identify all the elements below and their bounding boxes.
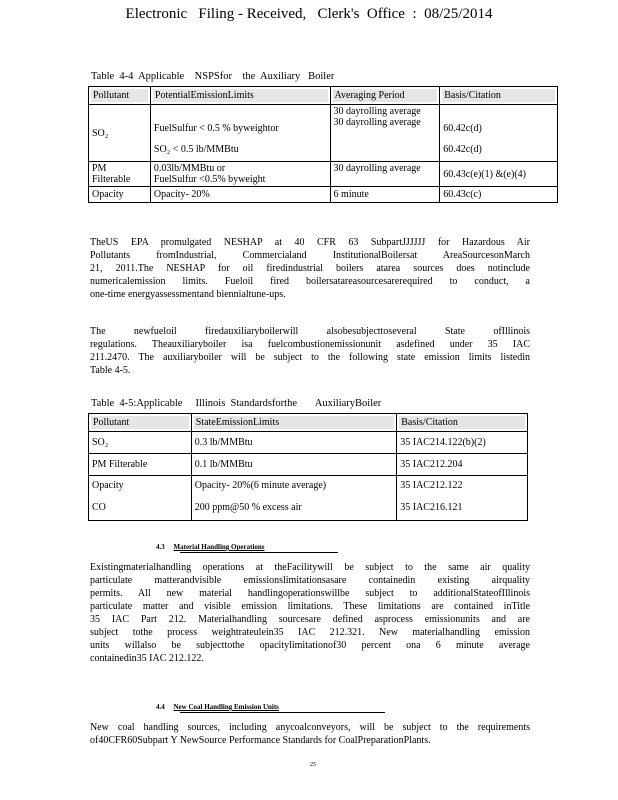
column-header: Pollutant — [91, 89, 148, 102]
basis-cell: 35 IAC216.121 — [400, 502, 463, 513]
text-line: permits. All new material handlingoperationswillbe subject to additionalStateofIllinois — [90, 588, 530, 599]
text-line: New coal handling sources, including anycoalconveyors, will be subject to the requirements — [90, 722, 530, 733]
text-line: Existingmaterialhandling operations at theFacilitywill be subject to the same air quality — [90, 562, 530, 573]
column-header: Pollutant — [91, 416, 189, 429]
text-line: 211.2470. The auxiliaryboiler will be subject to the following state emission limits listedin — [90, 352, 530, 363]
pollutant-cell: CO — [92, 502, 106, 513]
limit-cell: 0.3 lb/MMBtu — [191, 432, 397, 454]
section-title: New Coal Handling Emission Units — [173, 703, 279, 711]
period-cell: 30 dayrolling average — [333, 117, 421, 128]
table-header-row — [89, 414, 528, 432]
table-4-5 — [88, 413, 528, 521]
section-number: 4.3 — [156, 543, 165, 551]
column-header: Basis/Citation — [399, 416, 525, 429]
text-line: subject tothe process weightrateulein35 IAC 212.321. New materialhandling emission — [90, 627, 530, 638]
column-header: Basis/Citation — [442, 89, 555, 102]
limit-cell: FuelSulfur < 0.5 % byweightor — [153, 123, 279, 134]
section-4-3-heading — [156, 543, 265, 551]
section-4-4-heading — [156, 703, 279, 711]
limit-cell: 0.1 lb/MMBtu — [191, 454, 397, 476]
limit-cell: Opacity- 20% — [153, 189, 210, 200]
pollutant-cell: SO₂ — [89, 432, 192, 454]
text-line: numericalemission limits. Fueloil fired boilersatareasourcesarerequired to conduct, a — [90, 276, 530, 287]
basis-cell: 35 IAC212.122 — [400, 480, 463, 491]
text-line: containedin35 IAC 212.122. — [90, 653, 204, 664]
text-line: one-time energyassessmentand biennialtune-ups. — [90, 289, 286, 300]
text-line: units willalso be subjecttothe opacitylimitationof30 percent ona 6 minute average — [90, 640, 530, 651]
limit-cell: FuelSulfur <0.5% byweight — [153, 174, 266, 185]
text-line: Pollutants fromIndustrial, Commercialand InstitutionalBoilersat AreaSourcesonMarch — [90, 250, 530, 261]
column-header: Averaging Period — [333, 89, 438, 102]
coal-handling-paragraph — [90, 721, 530, 747]
table-row — [89, 454, 528, 476]
pollutant-cell: Opacity — [92, 480, 124, 491]
table-4-5-caption: Table 4-5:Applicable Illinois Standardsforthe AuxiliaryBoiler — [91, 398, 382, 409]
heading-underline — [180, 552, 338, 553]
limit-cell: 0.03lb/MMBtu or — [153, 163, 226, 174]
text-line: Table 4-5. — [90, 365, 131, 376]
text-line: 35 IAC Part 212. Materialhandling sourcesare defined asprocess emissionunits and are — [90, 614, 530, 625]
neshap-paragraph — [90, 236, 530, 301]
table-4-4 — [88, 86, 558, 203]
pollutant-cell: SO₂ — [92, 127, 109, 139]
text-line: The newfueloil firedauxiliaryboilerwill alsobesubjecttoseveral State ofIllinois — [90, 326, 530, 337]
text-line: regulations. Theauxiliaryboiler isa fuelcombustionemissionunit asdefined under 35 IAC — [90, 339, 530, 350]
column-header: PotentialEmissionLimits — [153, 89, 328, 102]
pollutant-cell: PM — [92, 163, 107, 174]
period-cell: 6 minute — [333, 189, 369, 200]
table-row — [89, 476, 528, 521]
basis-cell: 60.42c(d) — [443, 123, 482, 134]
pollutant-cell: PM Filterable — [89, 454, 192, 476]
period-cell: 30 dayrolling average — [333, 163, 421, 174]
table-row — [89, 187, 558, 203]
basis-cell: 60.43c(e)(1) &(e)(4) — [443, 168, 526, 180]
pollutant-cell: Filterable — [92, 174, 131, 185]
table-header-row — [89, 87, 558, 105]
page-number: 25 — [310, 762, 316, 768]
filing-header: Electronic Filing - Received, Clerk's Office : 08/25/2014 — [125, 6, 493, 22]
section-title: Material Handling Operations — [173, 543, 265, 551]
section-number: 4.4 — [156, 703, 165, 711]
text-line: of40CFR60Subpart Y NewSource Performance Standards for CoalPreparationPlants. — [90, 735, 431, 746]
limit-cell: SO₂ < 0.5 lb/MMBtu — [153, 144, 239, 155]
text-line: 21, 2011.The NESHAP for oil firedindustrial boilers atarea sources does notinclude — [90, 263, 530, 274]
limit-cell: 200 ppm@50 % excess air — [194, 502, 302, 513]
table-row — [89, 432, 528, 454]
text-line: particulate matterandvisible emissionslimitationsasare containedin existing airquality — [90, 575, 530, 586]
table-row — [89, 105, 558, 162]
material-handling-paragraph — [90, 561, 530, 665]
column-header: StateEmissionLimits — [194, 416, 395, 429]
pollutant-cell: Opacity — [92, 189, 124, 200]
text-line: particulate matter and visible emission limitations. These limitations are contained inTitle — [90, 601, 530, 612]
table-4-4-caption: Table 4-4 Applicable NSPSfor the Auxiliary Boiler — [91, 71, 335, 82]
heading-underline — [180, 712, 385, 713]
basis-cell: 60.42c(d) — [443, 144, 482, 155]
period-cell: 30 dayrolling average — [333, 106, 421, 117]
basis-cell: 35 IAC214.122(b)(2) — [397, 432, 528, 454]
illinois-regulations-paragraph — [90, 325, 530, 377]
text-line: TheUS EPA promulgated NESHAP at 40 CFR 63 SubpartJJJJJJ for Hazardous Air — [90, 237, 530, 248]
table-row — [89, 162, 558, 187]
basis-cell: 35 IAC212.204 — [397, 454, 528, 476]
basis-cell: 60.43c(c) — [443, 189, 482, 200]
limit-cell: Opacity- 20%(6 minute average) — [194, 480, 327, 491]
